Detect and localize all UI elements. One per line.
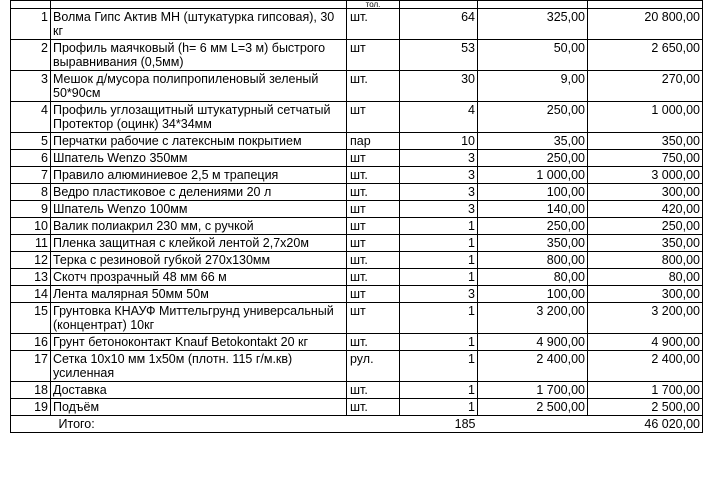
item-name: Грунт бетоноконтакт Knauf Betokontakt 20 кг — [51, 334, 347, 351]
table-row — [11, 351, 703, 382]
row-number: 16 — [11, 334, 51, 351]
item-quantity: 64 — [400, 9, 478, 40]
item-name: Грунтовка КНАУФ Миттельгрунд универсальный (концентрат) 10кг — [51, 303, 347, 334]
item-quantity: 1 — [400, 252, 478, 269]
table-row — [11, 218, 703, 235]
total-label: Итого: — [51, 416, 347, 433]
item-unit: шт — [347, 303, 400, 334]
item-name: Шпатель Wenzo 100мм — [51, 201, 347, 218]
total-row — [11, 416, 703, 433]
item-unit: шт — [347, 201, 400, 218]
item-sum: 800,00 — [588, 252, 703, 269]
item-name: Пленка защитная с клейкой лентой 2,7х20м — [51, 235, 347, 252]
invoice-table — [10, 0, 703, 433]
item-unit: шт — [347, 286, 400, 303]
item-price: 50,00 — [478, 40, 588, 71]
table-row — [11, 269, 703, 286]
item-unit: шт. — [347, 167, 400, 184]
item-quantity: 1 — [400, 235, 478, 252]
item-quantity: 4 — [400, 102, 478, 133]
item-unit: шт. — [347, 382, 400, 399]
item-unit: шт — [347, 150, 400, 167]
item-unit: шт — [347, 218, 400, 235]
item-sum: 250,00 — [588, 218, 703, 235]
item-name: Лента малярная 50мм 50м — [51, 286, 347, 303]
item-quantity: 1 — [400, 218, 478, 235]
item-name: Ведро пластиковое с делениями 20 л — [51, 184, 347, 201]
item-quantity: 1 — [400, 334, 478, 351]
item-quantity: 3 — [400, 167, 478, 184]
row-number: 2 — [11, 40, 51, 71]
item-unit: шт — [347, 40, 400, 71]
table-row — [11, 303, 703, 334]
item-quantity: 10 — [400, 133, 478, 150]
item-name: Шпатель Wenzo 350мм — [51, 150, 347, 167]
invoice-table-wrapper — [10, 0, 703, 433]
item-price: 100,00 — [478, 184, 588, 201]
item-unit: пар — [347, 133, 400, 150]
item-price: 4 900,00 — [478, 334, 588, 351]
item-unit: шт. — [347, 9, 400, 40]
row-number: 17 — [11, 351, 51, 382]
row-number: 5 — [11, 133, 51, 150]
item-price: 1 000,00 — [478, 167, 588, 184]
item-quantity: 3 — [400, 201, 478, 218]
item-unit: шт — [347, 235, 400, 252]
item-unit: шт. — [347, 269, 400, 286]
row-number: 4 — [11, 102, 51, 133]
item-name: Профиль углозащитный штукатурный сетчатый Протектор (оцинк) 34*34мм — [51, 102, 347, 133]
item-sum: 2 650,00 — [588, 40, 703, 71]
item-sum: 270,00 — [588, 71, 703, 102]
item-quantity: 1 — [400, 303, 478, 334]
item-sum: 750,00 — [588, 150, 703, 167]
table-row — [11, 9, 703, 40]
item-price: 2 500,00 — [478, 399, 588, 416]
item-price: 250,00 — [478, 102, 588, 133]
item-sum: 20 800,00 — [588, 9, 703, 40]
row-number: 10 — [11, 218, 51, 235]
item-unit: шт. — [347, 399, 400, 416]
table-row — [11, 40, 703, 71]
table-row — [11, 184, 703, 201]
row-number: 7 — [11, 167, 51, 184]
item-quantity: 1 — [400, 382, 478, 399]
item-name: Доставка — [51, 382, 347, 399]
item-name: Терка с резиновой губкой 270х130мм — [51, 252, 347, 269]
item-unit: шт. — [347, 71, 400, 102]
table-row — [11, 399, 703, 416]
table-row — [11, 201, 703, 218]
total-quantity: 185 — [400, 416, 478, 433]
item-sum: 80,00 — [588, 269, 703, 286]
header-stub-row — [11, 1, 703, 9]
item-unit: шт. — [347, 334, 400, 351]
item-unit: шт. — [347, 252, 400, 269]
item-quantity: 3 — [400, 150, 478, 167]
item-name: Правило алюминиевое 2,5 м трапеция — [51, 167, 347, 184]
item-quantity: 1 — [400, 351, 478, 382]
row-number: 6 — [11, 150, 51, 167]
item-price: 250,00 — [478, 150, 588, 167]
row-number: 1 — [11, 9, 51, 40]
row-number: 18 — [11, 382, 51, 399]
item-name: Скотч прозрачный 48 мм 66 м — [51, 269, 347, 286]
item-name: Профиль маячковый (h= 6 мм L=3 м) быстрого выравнивания (0,5мм) — [51, 40, 347, 71]
row-number: 19 — [11, 399, 51, 416]
row-number: 11 — [11, 235, 51, 252]
item-quantity: 1 — [400, 269, 478, 286]
item-unit: рул. — [347, 351, 400, 382]
item-quantity: 3 — [400, 286, 478, 303]
item-price: 800,00 — [478, 252, 588, 269]
item-sum: 3 200,00 — [588, 303, 703, 334]
table-row — [11, 252, 703, 269]
item-unit: шт — [347, 102, 400, 133]
item-quantity: 30 — [400, 71, 478, 102]
item-sum: 420,00 — [588, 201, 703, 218]
item-name: Перчатки рабочие с латексным покрытием — [51, 133, 347, 150]
table-row — [11, 150, 703, 167]
item-price: 9,00 — [478, 71, 588, 102]
item-sum: 300,00 — [588, 184, 703, 201]
item-quantity: 1 — [400, 399, 478, 416]
item-sum: 4 900,00 — [588, 334, 703, 351]
table-row — [11, 71, 703, 102]
item-sum: 2 400,00 — [588, 351, 703, 382]
item-name: Волма Гипс Актив МН (штукатурка гипсовая), 30 кг — [51, 9, 347, 40]
item-sum: 2 500,00 — [588, 399, 703, 416]
item-name: Подъём — [51, 399, 347, 416]
item-name: Сетка 10х10 мм 1х50м (плотн. 115 г/м.кв) усиленная — [51, 351, 347, 382]
table-row — [11, 167, 703, 184]
item-price: 35,00 — [478, 133, 588, 150]
table-row — [11, 102, 703, 133]
item-name: Валик полиакрил 230 мм, с ручкой — [51, 218, 347, 235]
item-quantity: 3 — [400, 184, 478, 201]
row-number: 8 — [11, 184, 51, 201]
row-number: 14 — [11, 286, 51, 303]
item-price: 1 700,00 — [478, 382, 588, 399]
item-price: 3 200,00 — [478, 303, 588, 334]
item-sum: 1 700,00 — [588, 382, 703, 399]
table-row — [11, 334, 703, 351]
item-sum: 1 000,00 — [588, 102, 703, 133]
row-number: 9 — [11, 201, 51, 218]
item-price: 100,00 — [478, 286, 588, 303]
header-stub-text: тол. — [347, 1, 400, 9]
item-sum: 350,00 — [588, 133, 703, 150]
table-row — [11, 382, 703, 399]
row-number: 12 — [11, 252, 51, 269]
item-price: 140,00 — [478, 201, 588, 218]
table-row — [11, 133, 703, 150]
item-name: Мешок д/мусора полипропиленовый зеленый 50*90см — [51, 71, 347, 102]
row-number: 13 — [11, 269, 51, 286]
item-sum: 300,00 — [588, 286, 703, 303]
item-sum: 350,00 — [588, 235, 703, 252]
row-number: 3 — [11, 71, 51, 102]
item-price: 325,00 — [478, 9, 588, 40]
table-row — [11, 286, 703, 303]
item-price: 2 400,00 — [478, 351, 588, 382]
item-price: 250,00 — [478, 218, 588, 235]
table-row — [11, 235, 703, 252]
item-price: 350,00 — [478, 235, 588, 252]
row-number: 15 — [11, 303, 51, 334]
total-sum: 46 020,00 — [588, 416, 703, 433]
item-quantity: 53 — [400, 40, 478, 71]
item-sum: 3 000,00 — [588, 167, 703, 184]
item-unit: шт. — [347, 184, 400, 201]
item-price: 80,00 — [478, 269, 588, 286]
